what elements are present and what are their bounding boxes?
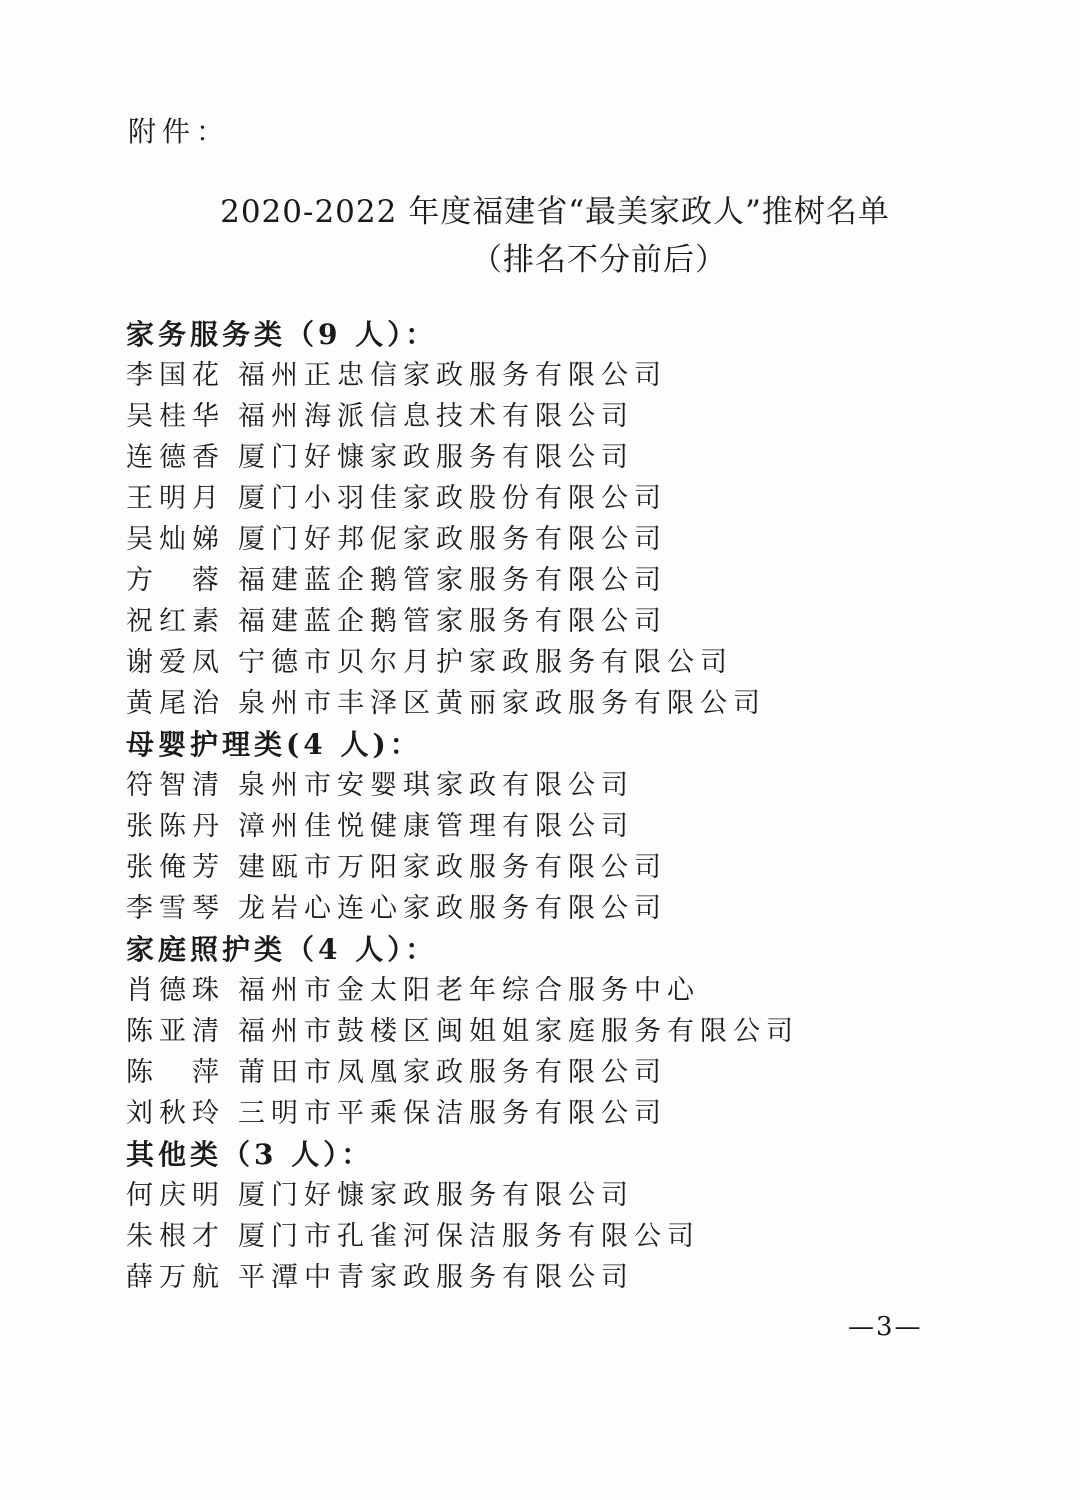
nominee-company: 漳州佳悦健康管理有限公司 [238, 811, 634, 842]
nominee-company: 福州海派信息技术有限公司 [238, 401, 634, 432]
list-item [126, 396, 1026, 437]
title-line-2: （排名不分前后） [471, 242, 727, 278]
nominee-name: 符智清 [126, 770, 225, 801]
category-heading: 其他类（3 人）： [126, 1138, 374, 1171]
nominee-name: 祝红素 [126, 606, 225, 637]
nominee-list [126, 314, 1026, 1298]
nominee-name: 吴灿娣 [126, 524, 225, 555]
title-line-1: 2020-2022 年度福建省“最美家政人”推树名单 [220, 194, 890, 230]
list-item [126, 601, 1026, 642]
list-item [126, 478, 1026, 519]
nominee-company: 厦门市孔雀河保洁服务有限公司 [238, 1221, 700, 1252]
nominee-name: 方 蓉 [126, 565, 225, 596]
list-item [126, 847, 1026, 888]
list-item [126, 1175, 1026, 1216]
nominee-company: 厦门好慷家政服务有限公司 [238, 1180, 634, 1211]
nominee-name: 薛万航 [126, 1262, 225, 1293]
list-item [126, 888, 1026, 929]
list-item [126, 970, 1026, 1011]
nominee-name: 张俺芳 [126, 852, 225, 883]
nominee-name: 李国花 [126, 360, 225, 391]
nominee-company: 三明市平乘保洁服务有限公司 [238, 1098, 667, 1129]
category-heading: 家庭照护类（4 人）： [126, 933, 438, 966]
nominee-name: 刘秋玲 [126, 1098, 225, 1129]
nominee-name: 黄尾治 [126, 688, 225, 719]
nominee-company: 泉州市安婴琪家政有限公司 [238, 770, 634, 801]
list-item [126, 355, 1026, 396]
nominee-company: 厦门好慷家政服务有限公司 [238, 442, 634, 473]
nominee-name: 肖德珠 [126, 975, 225, 1006]
nominee-company: 福州正忠信家政服务有限公司 [238, 360, 667, 391]
nominee-company: 福州市金太阳老年综合服务中心 [238, 975, 700, 1006]
nominee-company: 福州市鼓楼区闽姐姐家庭服务有限公司 [238, 1016, 799, 1047]
nominee-company: 龙岩心连心家政服务有限公司 [238, 893, 667, 924]
nominee-company: 莆田市凤凰家政服务有限公司 [238, 1057, 667, 1088]
nominee-name: 连德香 [126, 442, 225, 473]
list-item [126, 437, 1026, 478]
list-item [126, 1216, 1026, 1257]
document-title [0, 188, 1080, 284]
nominee-name: 吴桂华 [126, 401, 225, 432]
nominee-name: 朱根才 [126, 1221, 225, 1252]
list-item [126, 519, 1026, 560]
list-item [126, 560, 1026, 601]
nominee-company: 厦门小羽佳家政股份有限公司 [238, 483, 667, 514]
list-item [126, 683, 1026, 724]
list-item [126, 1257, 1026, 1298]
nominee-name: 李雪琴 [126, 893, 225, 924]
nominee-company: 泉州市丰泽区黄丽家政服务有限公司 [238, 688, 766, 719]
nominee-company: 平潭中青家政服务有限公司 [238, 1262, 634, 1293]
page-number: —3— [848, 1312, 923, 1342]
category-heading: 家务服务类（9 人）： [126, 318, 438, 351]
nominee-company: 福建蓝企鹅管家服务有限公司 [238, 606, 667, 637]
nominee-name: 陈亚清 [126, 1016, 225, 1047]
nominee-company: 福建蓝企鹅管家服务有限公司 [238, 565, 667, 596]
list-item [126, 1052, 1026, 1093]
attachment-label: 附件： [128, 115, 231, 148]
nominee-name: 谢爱凤 [126, 647, 225, 678]
list-item [126, 806, 1026, 847]
list-item [126, 642, 1026, 683]
nominee-company: 厦门好邦伲家政服务有限公司 [238, 524, 667, 555]
list-item [126, 1011, 1026, 1052]
category-heading: 母婴护理类(4 人)： [126, 728, 422, 761]
nominee-name: 陈 萍 [126, 1057, 225, 1088]
nominee-name: 张陈丹 [126, 811, 225, 842]
list-item [126, 1093, 1026, 1134]
nominee-name: 王明月 [126, 483, 225, 514]
nominee-company: 建瓯市万阳家政服务有限公司 [238, 852, 667, 883]
list-item [126, 765, 1026, 806]
nominee-company: 宁德市贝尔月护家政服务有限公司 [238, 647, 733, 678]
nominee-name: 何庆明 [126, 1180, 225, 1211]
